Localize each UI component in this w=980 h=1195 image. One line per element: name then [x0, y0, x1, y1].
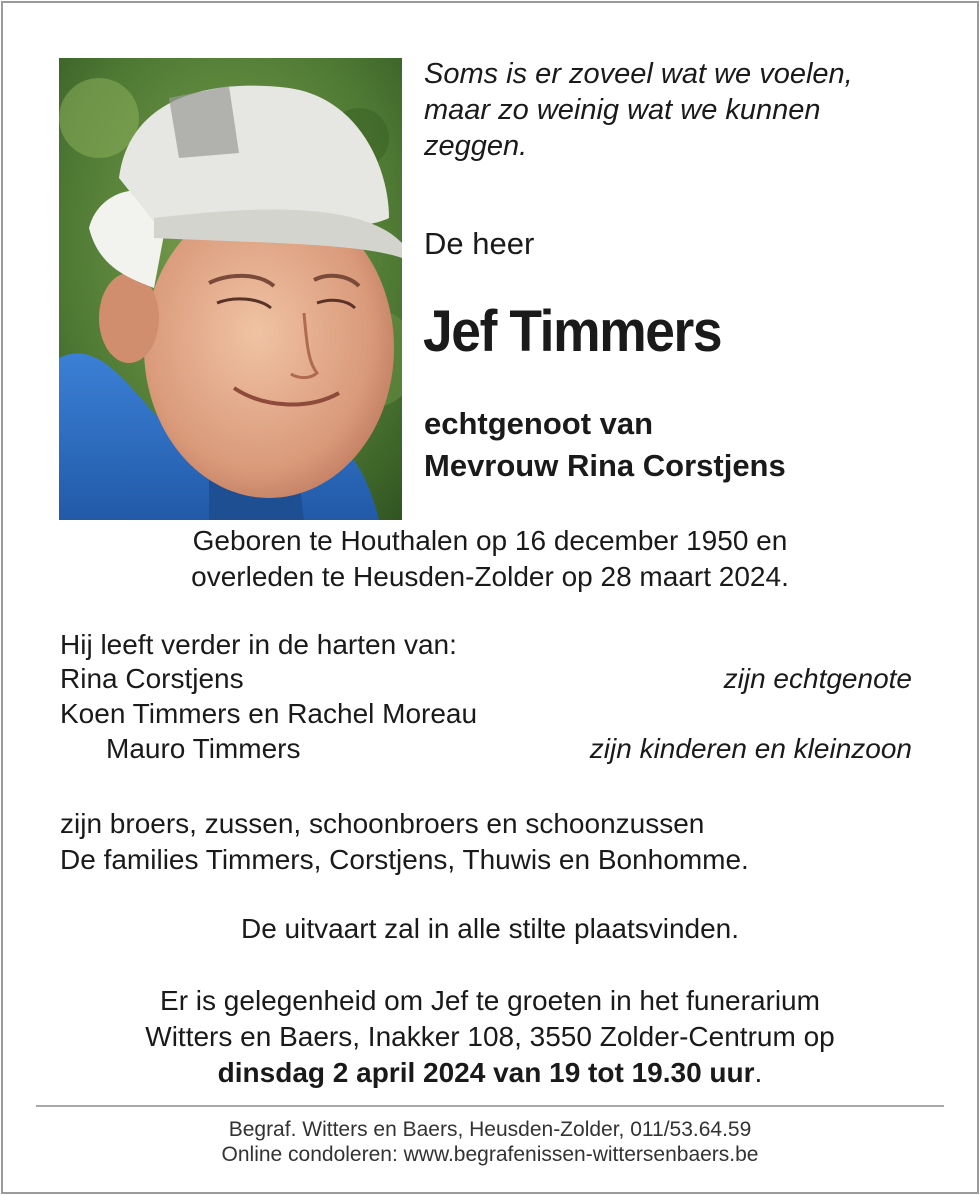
deceased-name: Jef Timmers [423, 299, 722, 364]
family-list [60, 806, 749, 878]
quote-line: Soms is er zoveel wat we voelen, [424, 58, 853, 90]
funeral-home-contact: Begraf. Witters en Baers, Heusden-Zolder, 011/53.64.59 [228, 1118, 752, 1141]
family-line: zijn broers, zussen, schoonbroers en schoonzussen [60, 808, 705, 839]
visitation-info [0, 983, 980, 1091]
death-line: overleden te Heusden-Zolder op 28 maart 2024. [191, 561, 789, 592]
relative-row [60, 663, 912, 699]
family-line: De families Timmers, Corstjens, Thuwis en Bonhomme. [60, 844, 749, 875]
birth-line: Geboren te Houthalen op 16 december 1950 en [192, 525, 788, 556]
portrait-photo [59, 58, 402, 520]
relative-row [60, 698, 912, 734]
spouse-info [424, 403, 786, 487]
footer-divider [36, 1105, 944, 1107]
quote-line: zeggen. [424, 130, 528, 162]
relative-name: Rina Corstjens [60, 663, 244, 694]
visit-period: . [754, 1057, 763, 1088]
visit-line: Witters en Baers, Inakker 108, 3550 Zolder-Centrum op [145, 1021, 835, 1052]
footer [0, 1117, 980, 1167]
visit-date: dinsdag 2 april 2024 van 19 tot 19.30 uur [217, 1057, 755, 1088]
relative-name: Mauro Timmers [106, 733, 301, 764]
visit-line: Er is gelegenheid om Jef te groeten in het funerarium [160, 985, 820, 1016]
funeral-note: De uitvaart zal in alle stilte plaatsvinden. [240, 913, 740, 944]
visit-date-line [0, 1055, 980, 1091]
relative-name: Koen Timmers en Rachel Moreau [60, 698, 478, 729]
hearts-intro: Hij leeft verder in de harten van: [60, 629, 457, 660]
relative-relation: zijn kinderen en kleinzoon [589, 733, 912, 764]
spouse-line: Mevrouw Rina Corstjens [424, 448, 786, 483]
relative-row [60, 733, 912, 769]
quote-line: maar zo weinig wat we kunnen [424, 94, 821, 126]
condolence-link[interactable]: Online condoleren: www.begrafenissen-wittersenbaers.be [221, 1143, 759, 1166]
honorific: De heer [424, 226, 535, 261]
relative-relation: zijn echtgenote [723, 663, 912, 694]
spouse-line: echtgenoot van [424, 406, 654, 441]
quote [424, 56, 924, 164]
birth-death-info [0, 523, 980, 595]
